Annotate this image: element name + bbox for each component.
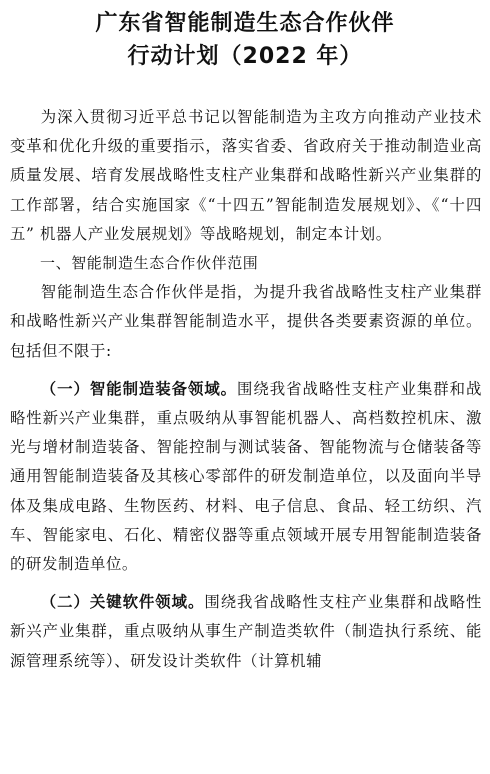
- item-2-lead: （二）关键软件领域。: [40, 593, 205, 612]
- paragraph-gap: [10, 579, 482, 588]
- section-1-paragraph: 智能制造生态合作伙伴是指，为提升我省战略性支柱产业集群和战略性新兴产业集群智能制造水平，提供各类要素资源的单位。包括但不限于:: [10, 283, 482, 360]
- item-1-lead: （一）智能制造装备领域。: [40, 379, 238, 398]
- section-1-heading: 一、智能制造生态合作伙伴范围: [40, 254, 259, 273]
- item-1-text: 围绕我省战略性支柱产业集群和战略性新兴产业集群，重点吸纳从事智能机器人、高档数控机床、激光与增材制造装备、智能控制与测试装备、智能物流与仓储装备等通用智能制造装备及其核心零部件的研发制造单位，以及面向半导体及集成电路、生物医药、材料、电子信息、食品、轻工纺织、汽车、智能家电、石化、精密仪器等重点领域开展专用智能制造装备的研发制造单位。: [10, 379, 482, 574]
- item-1-paragraph: [10, 375, 482, 579]
- intro-paragraph: 为深入贯彻习近平总书记以智能制造为主攻方向推动产业技术变革和优化升级的重要指示，落实省委、省政府关于推动制造业高质量发展、培育发展战略性支柱产业集群和战略性新兴产业集群的工作部署，结合实施国家《“十四五”智能制造发展规划》、《“十四五” 机器人产业发展规划》等战略规划，制定本计划。: [10, 108, 482, 243]
- item-2-paragraph: [10, 588, 482, 676]
- document-body: [10, 103, 482, 676]
- item-2-text: 围绕我省战略性支柱产业集群和战略性新兴产业集群，重点吸纳从事生产制造类软件（制造执行系统、能源管理系统等）、研发设计类软件（计算机辅: [10, 593, 482, 670]
- title-line-1: 广东省智能制造生态合作伙伴: [95, 11, 395, 36]
- title-line-2: 行动计划（2022 年）: [127, 44, 363, 69]
- document-title: [0, 7, 490, 73]
- paragraph-gap: [10, 366, 482, 375]
